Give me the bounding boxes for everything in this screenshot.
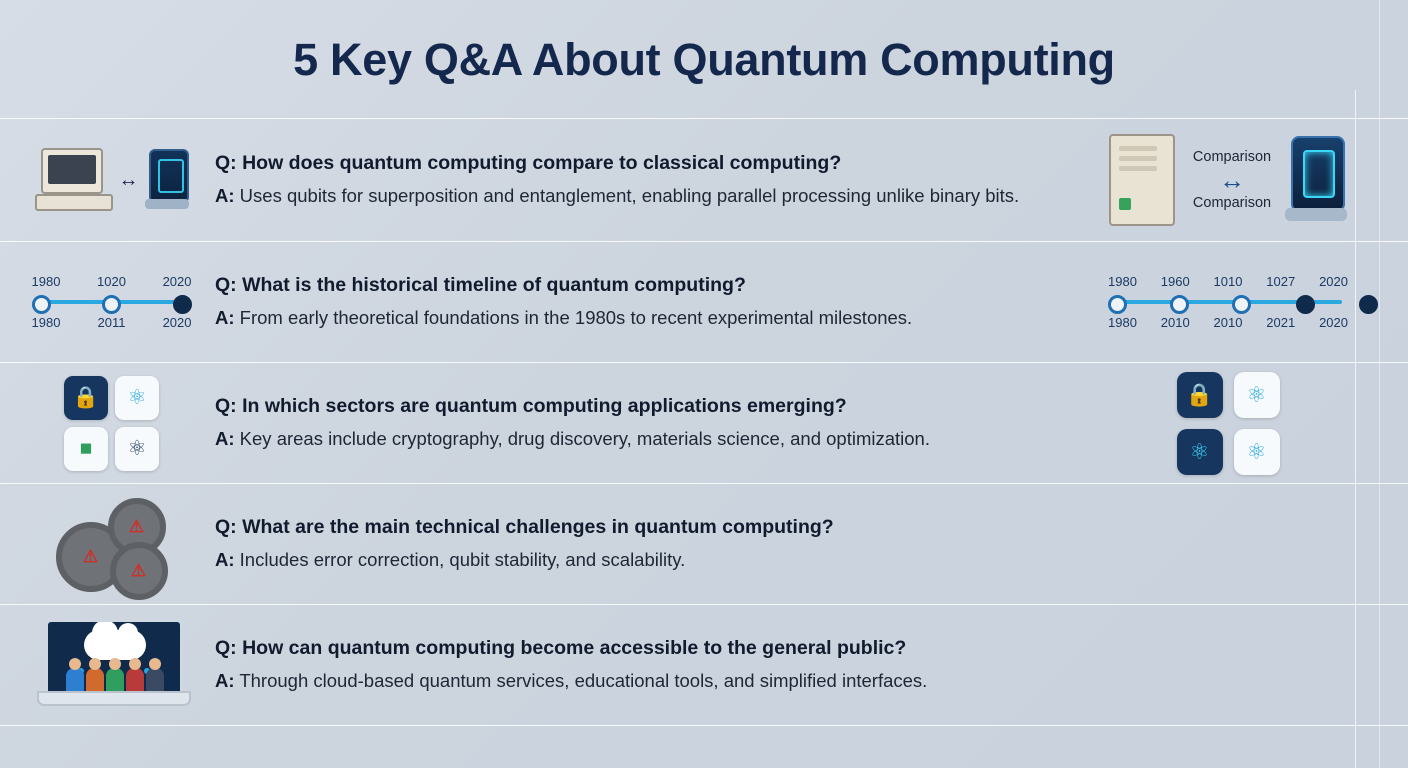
art-laptop-cloud-people xyxy=(0,605,205,725)
question-text: How can quantum computing become accessible to the general public? xyxy=(242,637,907,660)
answer-text: Includes error correction, qubit stability, and scalability. xyxy=(239,548,686,570)
question-text: How does quantum computing compare to classical computing? xyxy=(242,152,842,175)
question-prefix: Q: xyxy=(215,637,237,660)
timeline-label: 2020 xyxy=(162,315,192,330)
qa-text-comparison xyxy=(205,151,1108,208)
answer-comparison xyxy=(215,184,1098,209)
bidirectional-arrow-icon: ↔ xyxy=(118,168,139,191)
timeline-large-bottom-labels xyxy=(1108,315,1348,330)
comparison-labels xyxy=(1193,149,1271,211)
question-prefix: Q: xyxy=(215,274,237,297)
answer-text: Key areas include cryptography, drug discovery, materials science, and optimization. xyxy=(239,427,930,449)
question-text: What is the historical timeline of quantum computing? xyxy=(242,274,746,297)
warning-icon: ⚠ xyxy=(128,517,145,536)
question-prefix: Q: xyxy=(215,152,237,175)
timeline-label: 2011 xyxy=(97,315,126,330)
comparison-label-bottom: Comparison xyxy=(1192,195,1272,211)
art-sector-tiles-large xyxy=(1108,363,1408,483)
question-accessibility xyxy=(215,636,1098,661)
gears-group xyxy=(52,498,172,590)
answer-prefix: A: xyxy=(215,184,235,206)
gear-icon xyxy=(110,542,168,600)
answer-prefix: A: xyxy=(215,548,235,570)
timeline-label: 2020 xyxy=(1319,274,1348,289)
answer-sectors xyxy=(215,427,1098,452)
timeline-large xyxy=(1108,274,1348,330)
timeline-axis xyxy=(32,293,192,311)
quantum-computer-icon xyxy=(145,149,189,211)
answer-text: Uses qubits for superposition and entanglement, enabling parallel processing unlike binary bits. xyxy=(239,184,1020,206)
question-timeline xyxy=(215,273,1098,298)
quantum-computer-icon-large xyxy=(1285,134,1347,226)
question-text: What are the main technical challenges in quantum computing? xyxy=(242,516,834,539)
timeline-label: 1980 xyxy=(1108,315,1137,330)
question-comparison xyxy=(215,151,1098,176)
timeline-axis xyxy=(1108,293,1348,311)
art-timeline-large xyxy=(1108,242,1408,362)
qa-row-timeline xyxy=(0,241,1408,362)
question-prefix: Q: xyxy=(215,395,237,418)
molecule-icon: ⚛ xyxy=(1234,372,1280,418)
answer-accessibility xyxy=(215,669,1098,694)
art-sector-tiles-small xyxy=(0,363,205,483)
classical-computer-icon xyxy=(35,148,113,212)
qa-list xyxy=(0,118,1408,726)
lock-icon: 🔒 xyxy=(64,376,108,420)
timeline-label: 1980 xyxy=(1108,274,1137,289)
art-timeline-small xyxy=(0,242,205,362)
laptop-icon xyxy=(37,619,187,711)
layers-icon: ■ xyxy=(64,427,108,471)
timeline-small-bottom-labels xyxy=(32,315,192,330)
qa-row-sectors xyxy=(0,362,1408,483)
timeline-label: 2020 xyxy=(1319,315,1348,330)
timeline-label: 2010 xyxy=(1213,315,1243,330)
answer-text: From early theoretical foundations in the 1980s to recent experimental milestones. xyxy=(239,306,913,328)
timeline-label: 2021 xyxy=(1266,315,1296,330)
answer-prefix: A: xyxy=(215,306,235,328)
qa-text-timeline xyxy=(205,273,1108,330)
art-gears-warning xyxy=(0,484,205,604)
art-classical-vs-quantum-large xyxy=(1108,119,1408,241)
qa-text-challenges xyxy=(205,515,1108,572)
art-empty-challenges xyxy=(1108,484,1408,604)
timeline-label: 2010 xyxy=(1160,315,1190,330)
desktop-tower-icon xyxy=(1109,134,1179,226)
answer-challenges xyxy=(215,548,1098,573)
warning-icon: ⚠ xyxy=(130,561,147,580)
question-sectors xyxy=(215,394,1098,419)
timeline-label: 1010 xyxy=(1213,274,1243,289)
answer-prefix: A: xyxy=(215,427,235,449)
qa-text-accessibility xyxy=(205,636,1108,693)
molecule-icon: ⚛ xyxy=(115,376,159,420)
timeline-small xyxy=(32,274,192,330)
question-text: In which sectors are quantum computing applications emerging? xyxy=(242,395,847,418)
sector-tile-grid-large xyxy=(1177,372,1280,475)
answer-prefix: A: xyxy=(215,669,235,691)
warning-icon: ⚠ xyxy=(82,547,99,566)
timeline-label: 1980 xyxy=(31,274,61,289)
question-prefix: Q: xyxy=(215,516,237,539)
question-challenges xyxy=(215,515,1098,540)
sector-tile-grid xyxy=(64,376,159,471)
comparison-label-top: Comparison xyxy=(1192,149,1272,165)
timeline-label: 2020 xyxy=(162,274,192,289)
qa-row-accessibility xyxy=(0,604,1408,726)
atom-icon: ⚛ xyxy=(1177,429,1223,475)
timeline-label: 1960 xyxy=(1160,274,1190,289)
art-empty-accessibility xyxy=(1108,605,1408,725)
lock-icon: 🔒 xyxy=(1177,372,1223,418)
art-classical-vs-quantum-small xyxy=(0,119,205,241)
timeline-label: 1980 xyxy=(31,315,61,330)
answer-text: Through cloud-based quantum services, educational tools, and simplified interfaces. xyxy=(239,669,928,691)
timeline-label: 1020 xyxy=(97,274,126,289)
qa-row-challenges xyxy=(0,483,1408,604)
network-icon: ⚛ xyxy=(1234,429,1280,475)
cloud-icon xyxy=(84,630,146,660)
atom-network-icon: ⚛ xyxy=(115,427,159,471)
answer-timeline xyxy=(215,306,1098,331)
timeline-small-top-labels xyxy=(32,274,192,289)
timeline-large-top-labels xyxy=(1108,274,1348,289)
timeline-label: 1027 xyxy=(1266,274,1296,289)
qa-row-comparison xyxy=(0,118,1408,241)
page-title: 5 Key Q&A About Quantum Computing xyxy=(293,34,1115,85)
bidirectional-arrow-icon: ↔ xyxy=(1218,165,1245,195)
qa-text-sectors xyxy=(205,394,1108,451)
